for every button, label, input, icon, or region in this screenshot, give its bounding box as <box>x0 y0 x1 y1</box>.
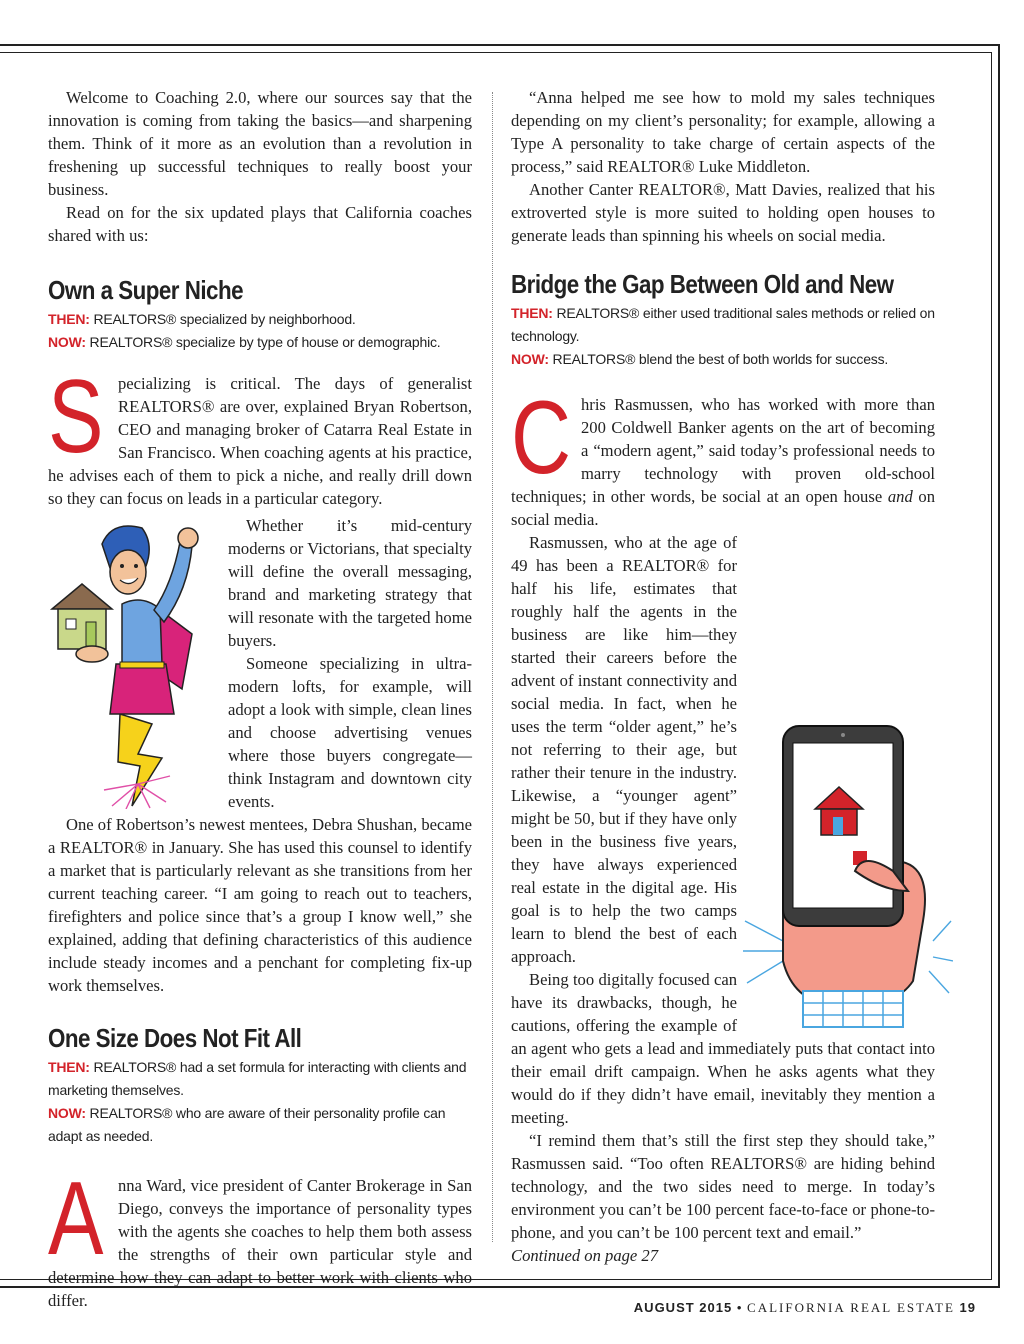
section1-paragraph-2: Whether it’s mid-century moderns or Victorians, that specialty will define the overall messaging, brand and marketing strategy that will resonate with the targeted home buyers. <box>228 516 472 650</box>
then-text: REALTORS® either used traditional sales methods or relied on technology. <box>511 305 935 344</box>
right-column <box>511 86 935 1267</box>
section3-paragraph-4: “I remind them that’s still the first step they should take,” Rasmussen said. “Too often REALTORS® are hiding behind technology, and the two sides need to merge. In today’s environment you can’t be 100 percent face-to-face or phone-to-phone, and you can’t be 100 percent text and email.” <box>511 1131 935 1242</box>
then-label: THEN: <box>48 311 90 327</box>
section-title-niche: Own a Super Niche <box>48 275 244 305</box>
then-line <box>511 302 935 348</box>
continued-note: Continued on page 27 <box>511 1246 659 1265</box>
section3-paragraph-2: Rasmussen, who at the age of 49 has been a REALTOR® for half his life, estimates that roughly half the agents in the business are like him—they started their careers before the advent of instant connectivity and social media. In fact, when he uses the term “older agent,” he’s not referring to their age, but rather their tenure in the industry. Likewise, a “younger agent” might be 50, but if they have only been in the business five years, they have always experienced real estate in the digital age. His goal is to help the two camps learn to blend the best of each approach. <box>511 533 737 966</box>
dropcap-c: C <box>511 380 572 496</box>
now-label: NOW: <box>48 1105 86 1121</box>
left-column <box>48 86 472 1312</box>
phone-hand-illustration <box>743 721 953 1031</box>
dropcap-s: S <box>48 359 104 475</box>
now-label: NOW: <box>48 334 86 350</box>
then-line <box>48 1056 472 1102</box>
dropcap-a: A <box>48 1161 104 1277</box>
now-line <box>48 1102 472 1148</box>
section1-paragraph-3: Someone specializing in ultra-modern lofts, for example, will adopt a look with simple, clean lines and choose advertising venues where those buyers congregate—think Instagram and downtown city events. <box>228 654 472 811</box>
then-text: REALTORS® had a set formula for interacting with clients and marketing themselves. <box>48 1059 467 1098</box>
now-text: REALTORS® who are aware of their personality profile can adapt as needed. <box>48 1105 446 1144</box>
then-label: THEN: <box>48 1059 90 1075</box>
footer-bullet: • <box>736 1300 743 1315</box>
page-footer <box>634 1300 976 1316</box>
superhero-agent-illustration <box>42 514 222 809</box>
section-title-bridge: Bridge the Gap Between Old and New <box>511 269 894 299</box>
intro-paragraph-1: Welcome to Coaching 2.0, where our sources say that the innovation is coming from taking the basics—and sharpening them. Think of it more as an evolution than a revolution in freshening up successful techniques to really boost your business. <box>48 88 472 199</box>
section3-paragraph-3: Being too digitally focused can have its drawbacks, though, he cautions, offering the example of an agent who gets a lead and immediately puts that contact into their email drift campaign. When he asks agents what they would do if they didn’t have email, inevitably they mention a meeting. <box>511 970 935 1127</box>
intro-paragraph-2: Read on for the six updated plays that California coaches shared with us: <box>48 203 472 245</box>
then-label: THEN: <box>511 305 553 321</box>
now-line <box>511 348 935 371</box>
section1-paragraph-1: Specializing is critical. The days of generalist REALTORS® are over, explained Bryan Robertson, CEO and managing broker of Catarra Real Estate in San Francisco. When coaching agents at his practice, he advises each of them to pick a niche, and really drill down so they can focus on leads in a particular category. <box>48 359 472 508</box>
page-number: 19 <box>959 1300 976 1315</box>
section3-paragraph-1: Chris Rasmussen, who has worked with more than 200 Coldwell Banker agents on the art of becoming a “modern agent,” said today’s professional needs to marry technology with proven old-school techniques; in other words, be social at an open house and on social media. <box>511 380 936 529</box>
now-label: NOW: <box>511 351 549 367</box>
section-title-size: One Size Does Not Fit All <box>48 1023 302 1053</box>
section2-paragraph-2: “Anna helped me see how to mold my sales techniques depending on my client’s personality; for example, allowing a Type A personality to take charge of certain aspects of the process,” said REALTOR® Luke Middleton. <box>511 88 935 176</box>
column-divider <box>492 92 493 1242</box>
now-text: REALTORS® specialize by type of house or demographic. <box>89 334 441 350</box>
section1-paragraph-4: One of Robertson’s newest mentees, Debra Shushan, became a REALTOR® in January. She has used this counsel to identify a market that is particularly relevant as she transitions from her current teaching career. “I am going to reach out to teachers, firefighters and police since that’s a group I know well,” she explained, adding that defining characteristics of this audience include steady incomes and a penchant for completing fix-up work themselves. <box>48 815 472 995</box>
now-text: REALTORS® blend the best of both worlds for success. <box>552 351 889 367</box>
section2-paragraph-1-start: Anna Ward, vice president of Canter Brokerage in San Diego, conveys the importance of personality types with the agents she coaches to help them both assess the strengths of their own particular style and determine how they can adapt to better work with clients who differ. <box>48 1161 472 1310</box>
now-line <box>48 331 472 354</box>
footer-publication: CALIFORNIA REAL ESTATE <box>747 1300 955 1315</box>
then-text: REALTORS® specialized by neighborhood. <box>93 311 356 327</box>
then-line <box>48 308 472 331</box>
section2-paragraph-3: Another Canter REALTOR®, Matt Davies, realized that his extroverted style is more suited to holding open houses to generate leads than spinning his wheels on social media. <box>511 180 935 245</box>
footer-date: AUGUST 2015 <box>633 1300 733 1315</box>
